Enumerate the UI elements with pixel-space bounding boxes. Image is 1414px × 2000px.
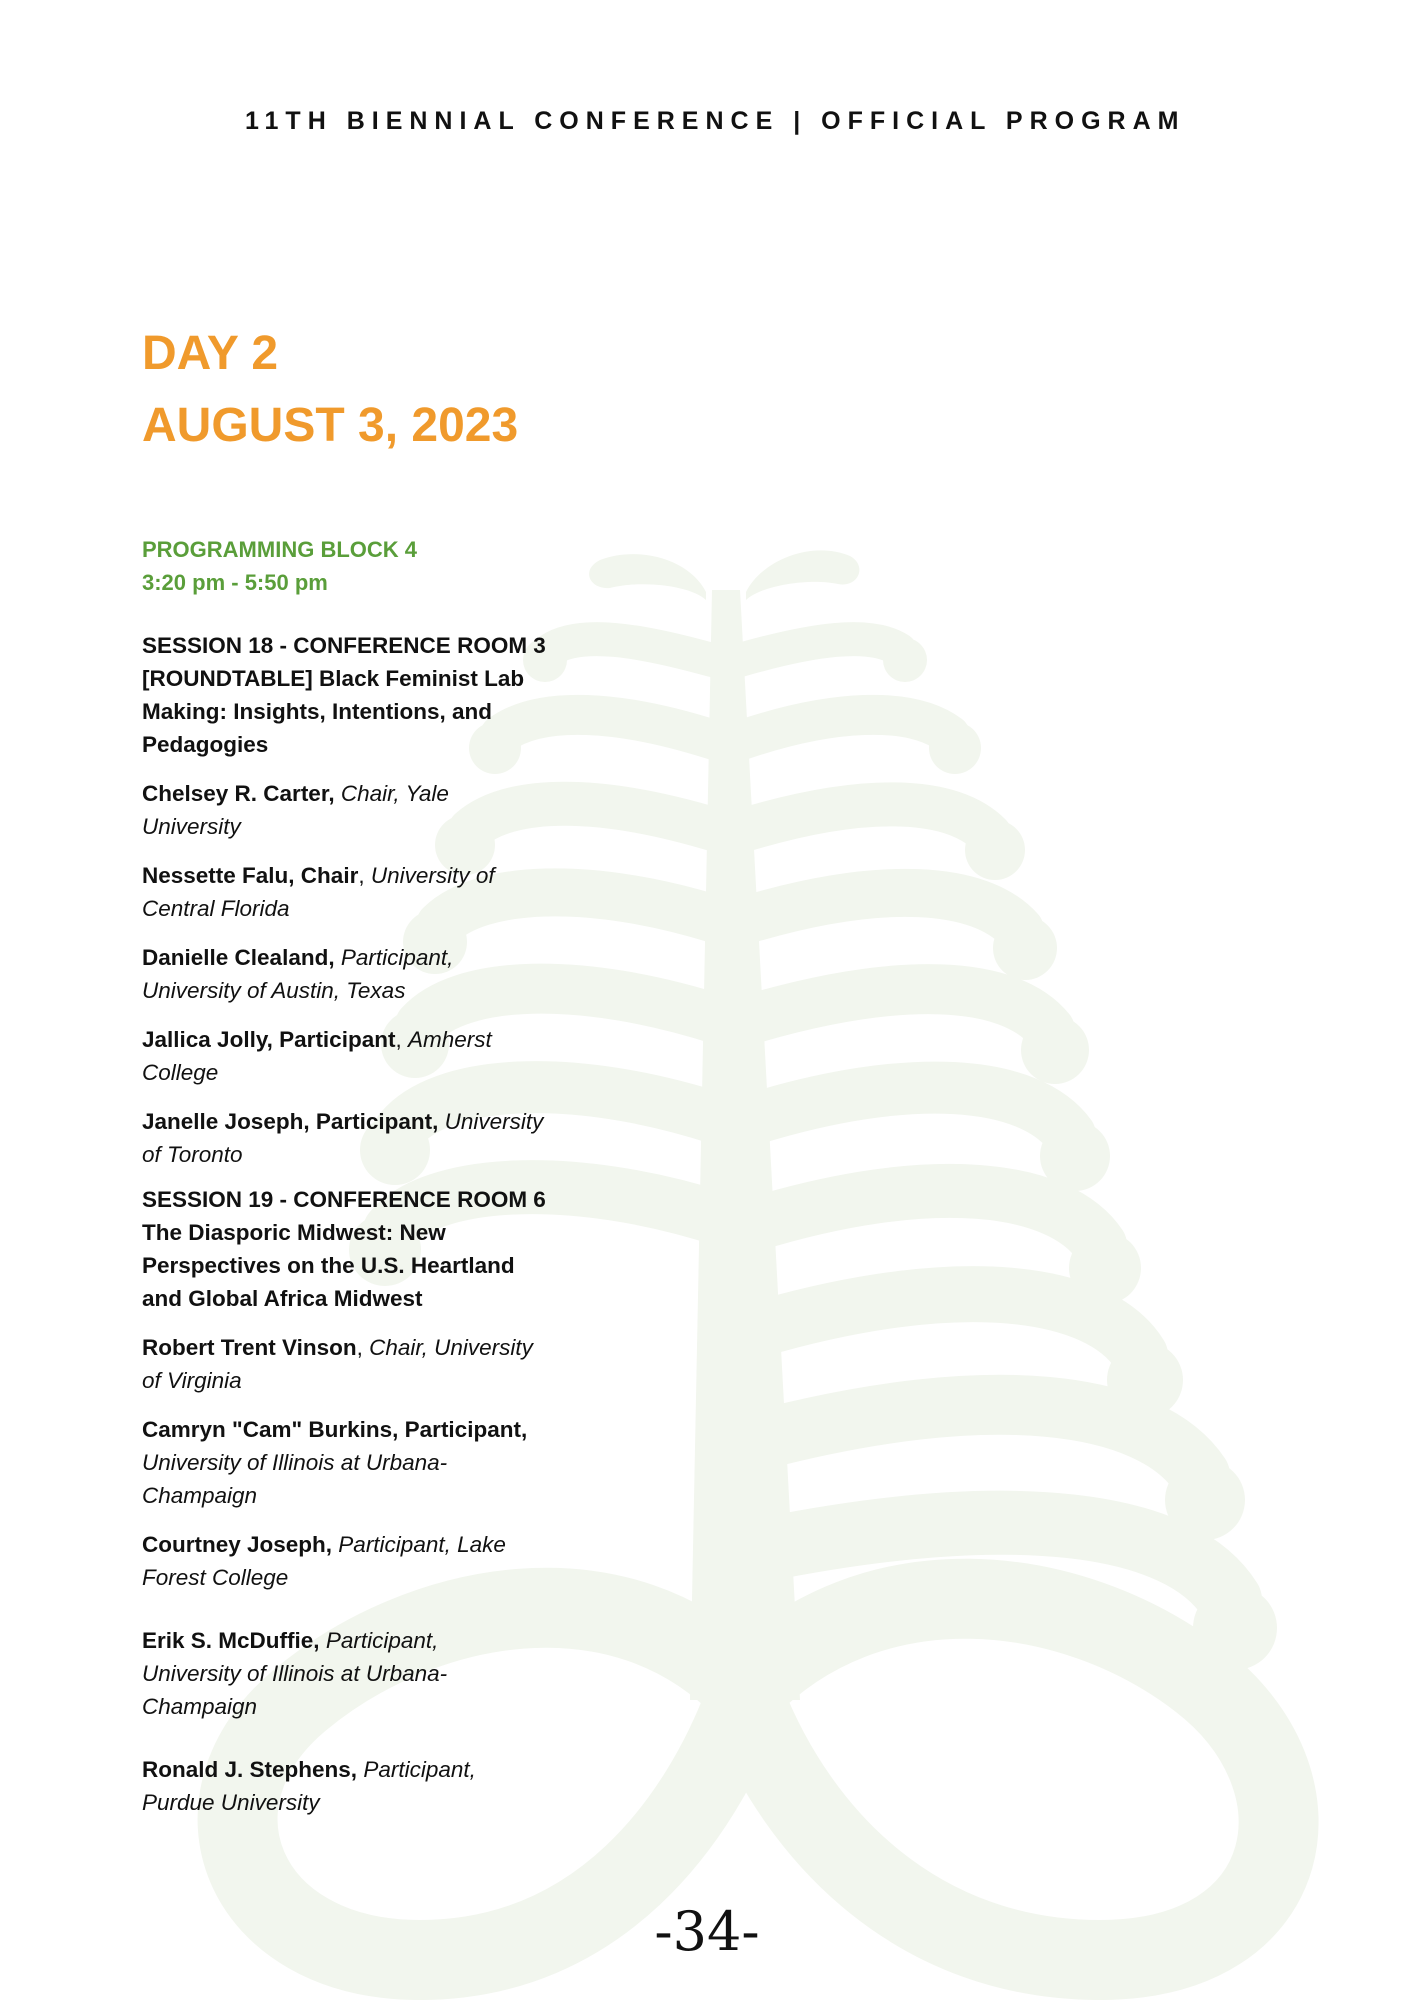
participant-entry bbox=[142, 1023, 622, 1089]
participant-name: Janelle Joseph, Participant, bbox=[142, 1109, 439, 1134]
participant-role: University of Illinois at Urbana- bbox=[142, 1450, 448, 1475]
session-title-line: Making: Insights, Intentions, and bbox=[142, 699, 493, 724]
participant-role: University of bbox=[370, 863, 495, 888]
programming-block-time: 3:20 pm - 5:50 pm bbox=[142, 570, 328, 595]
participant-name: Robert Trent Vinson bbox=[142, 1335, 357, 1360]
participant-role: College bbox=[142, 1060, 219, 1085]
participant-role: Purdue University bbox=[142, 1790, 320, 1815]
name-separator: , bbox=[358, 863, 371, 888]
participant-role: of Toronto bbox=[142, 1142, 243, 1167]
day-date: AUGUST 3, 2023 bbox=[142, 399, 519, 452]
participant-entry bbox=[142, 941, 622, 1007]
day-label: DAY 2 bbox=[142, 327, 279, 380]
participant-entry bbox=[142, 1528, 622, 1594]
name-separator: , bbox=[356, 1335, 370, 1360]
program-header: 11TH BIENNIAL CONFERENCE | OFFICIAL PROGRAM bbox=[245, 107, 1186, 135]
participant-role: University of Austin, Texas bbox=[142, 978, 406, 1003]
spacer bbox=[142, 1594, 622, 1624]
participant-role: Participant, bbox=[340, 945, 454, 970]
participant-name: Courtney Joseph, bbox=[142, 1532, 333, 1557]
participant-entry bbox=[142, 1105, 622, 1171]
session-title-line: Pedagogies bbox=[142, 732, 269, 757]
participant-role: Chair, Yale bbox=[340, 781, 449, 806]
page-number: -34- bbox=[654, 1900, 760, 1963]
participant-role: Chair, University bbox=[369, 1335, 533, 1360]
participant-entry bbox=[142, 1331, 622, 1397]
session-18 bbox=[142, 629, 622, 1171]
spacer bbox=[142, 1723, 622, 1753]
participant-role: Champaign bbox=[142, 1694, 258, 1719]
name-separator: , bbox=[395, 1027, 408, 1052]
participant-name: Camryn "Cam" Burkins, Participant, bbox=[142, 1417, 528, 1442]
session-title bbox=[142, 629, 622, 761]
day-heading bbox=[142, 318, 518, 462]
participant-role: Central Florida bbox=[142, 896, 290, 921]
participant-name: Nessette Falu, Chair bbox=[142, 863, 359, 888]
participant-entry bbox=[142, 1624, 622, 1723]
participant-name: Danielle Clealand, bbox=[142, 945, 335, 970]
participant-role: Participant, bbox=[325, 1628, 439, 1653]
participant-entry bbox=[142, 1413, 622, 1512]
participant-entry bbox=[142, 1753, 622, 1819]
participant-role: University of Illinois at Urbana- bbox=[142, 1661, 448, 1686]
participant-name: Ronald J. Stephens, bbox=[142, 1757, 358, 1782]
participant-role: of Virginia bbox=[142, 1368, 242, 1393]
participant-role: Champaign bbox=[142, 1483, 258, 1508]
participant-role: University bbox=[444, 1109, 544, 1134]
participant-role: Forest College bbox=[142, 1565, 289, 1590]
session-title-line: [ROUNDTABLE] Black Feminist Lab bbox=[142, 666, 525, 691]
participant-role: Amherst bbox=[407, 1027, 492, 1052]
session-title-line: Perspectives on the U.S. Heartland bbox=[142, 1253, 515, 1278]
session-title-line: SESSION 18 - CONFERENCE ROOM 3 bbox=[142, 633, 546, 658]
participant-role: University bbox=[142, 814, 241, 839]
program-content bbox=[142, 533, 622, 1819]
participant-name: Chelsey R. Carter, bbox=[142, 781, 335, 806]
session-title-line: and Global Africa Midwest bbox=[142, 1286, 423, 1311]
session-title-line: The Diasporic Midwest: New bbox=[142, 1220, 446, 1245]
participant-entry bbox=[142, 859, 622, 925]
participant-entry bbox=[142, 777, 622, 843]
participant-name: Erik S. McDuffie, bbox=[142, 1628, 320, 1653]
session-19 bbox=[142, 1183, 622, 1819]
session-title bbox=[142, 1183, 622, 1315]
session-title-line: SESSION 19 - CONFERENCE ROOM 6 bbox=[142, 1187, 546, 1212]
participant-name: Jallica Jolly, Participant bbox=[142, 1027, 396, 1052]
participant-role: Participant, bbox=[363, 1757, 476, 1782]
participant-role: Participant, Lake bbox=[338, 1532, 506, 1557]
programming-block-label: PROGRAMMING BLOCK 4 bbox=[142, 537, 417, 562]
